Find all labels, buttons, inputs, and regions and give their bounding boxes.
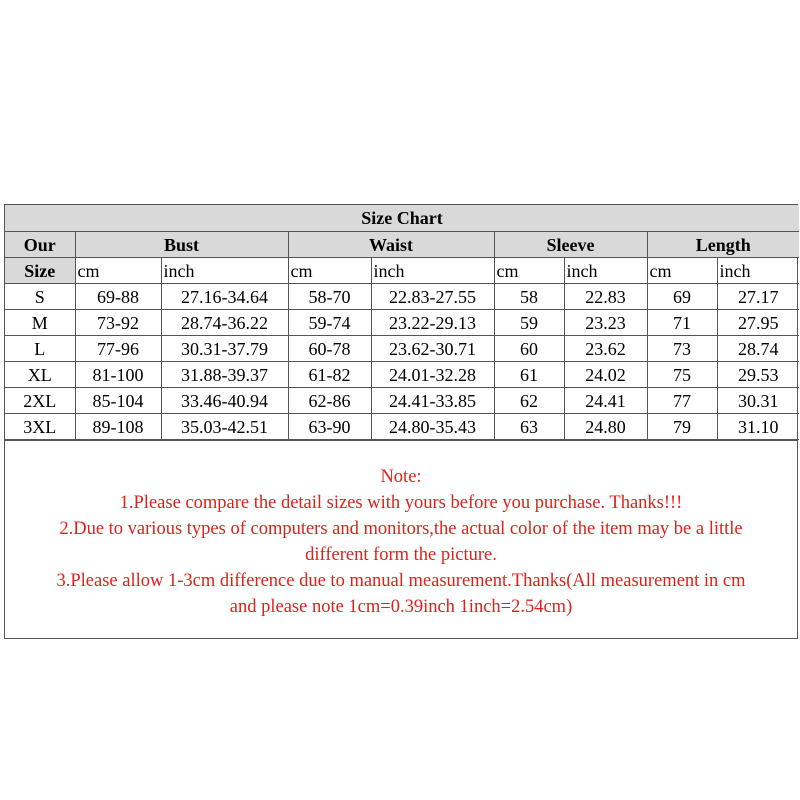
bust-cm-cell: 85-104 — [75, 388, 161, 414]
table-row — [5, 388, 799, 414]
bust-inch-cell: 30.31-37.79 — [161, 336, 288, 362]
group-header-row — [5, 232, 799, 258]
waist-inch-cell: 24.01-32.28 — [371, 362, 494, 388]
size-label: S — [5, 284, 75, 310]
waist-cm-cell: 60-78 — [288, 336, 371, 362]
length-cm-cell: 75 — [647, 362, 717, 388]
length-inch-cell: 30.31 — [717, 388, 799, 414]
note-line-3b: and please note 1cm=0.39inch 1inch=2.54cm) — [229, 597, 573, 617]
sleeve-inch-cell: 23.62 — [564, 336, 647, 362]
sleeve-cm-cell: 58 — [494, 284, 564, 310]
bust-inch-cell: 33.46-40.94 — [161, 388, 288, 414]
bust-inch-cell: 31.88-39.37 — [161, 362, 288, 388]
note-line-2b: different form the picture. — [305, 545, 497, 565]
length-inch-cell: 27.17 — [717, 284, 799, 310]
table-row — [5, 414, 799, 440]
waist-inch-cell: 22.83-27.55 — [371, 284, 494, 310]
sleeve-inch-unit: inch — [564, 258, 647, 284]
sleeve-inch-cell: 24.02 — [564, 362, 647, 388]
table-row — [5, 336, 799, 362]
bust-inch-cell: 28.74-36.22 — [161, 310, 288, 336]
waist-inch-unit: inch — [371, 258, 494, 284]
length-inch-unit: inch — [717, 258, 799, 284]
length-cm-cell: 71 — [647, 310, 717, 336]
sleeve-inch-cell: 24.41 — [564, 388, 647, 414]
length-inch-cell: 31.10 — [717, 414, 799, 440]
table-row — [5, 310, 799, 336]
bust-cm-cell: 77-96 — [75, 336, 161, 362]
waist-inch-cell: 24.41-33.85 — [371, 388, 494, 414]
waist-cm-cell: 59-74 — [288, 310, 371, 336]
sleeve-cm-cell: 63 — [494, 414, 564, 440]
length-inch-cell: 29.53 — [717, 362, 799, 388]
length-cm-cell: 77 — [647, 388, 717, 414]
waist-cm-unit: cm — [288, 258, 371, 284]
table-title: Size Chart — [5, 205, 799, 232]
size-chart — [4, 204, 798, 639]
sleeve-inch-cell: 23.23 — [564, 310, 647, 336]
bust-inch-unit: inch — [161, 258, 288, 284]
length-cm-cell: 73 — [647, 336, 717, 362]
waist-cm-cell: 63-90 — [288, 414, 371, 440]
bust-header: Bust — [75, 232, 288, 258]
bust-cm-cell: 89-108 — [75, 414, 161, 440]
waist-header: Waist — [288, 232, 494, 258]
bust-cm-cell: 81-100 — [75, 362, 161, 388]
waist-inch-cell: 23.62-30.71 — [371, 336, 494, 362]
table-row — [5, 284, 799, 310]
sleeve-inch-cell: 24.80 — [564, 414, 647, 440]
bust-cm-cell: 73-92 — [75, 310, 161, 336]
length-cm-unit: cm — [647, 258, 717, 284]
length-cm-cell: 69 — [647, 284, 717, 310]
note-line-2a: 2.Due to various types of computers and monitors,the actual color of the item may be a little — [59, 519, 743, 539]
sleeve-cm-cell: 59 — [494, 310, 564, 336]
length-inch-cell: 28.74 — [717, 336, 799, 362]
table-row — [5, 362, 799, 388]
bust-inch-cell: 35.03-42.51 — [161, 414, 288, 440]
size-table — [5, 205, 799, 440]
notes-section — [5, 440, 797, 638]
note-line-1: 1.Please compare the detail sizes with yours before you purchase. Thanks!!! — [119, 493, 683, 513]
sleeve-cm-unit: cm — [494, 258, 564, 284]
size-label: M — [5, 310, 75, 336]
sleeve-cm-cell: 60 — [494, 336, 564, 362]
size-header-bottom: Size — [5, 258, 75, 284]
length-header: Length — [647, 232, 799, 258]
length-cm-cell: 79 — [647, 414, 717, 440]
note-line-3a: 3.Please allow 1-3cm difference due to manual measurement.Thanks(All measurement in cm — [56, 571, 746, 591]
bust-cm-unit: cm — [75, 258, 161, 284]
waist-inch-cell: 23.22-29.13 — [371, 310, 494, 336]
size-label: L — [5, 336, 75, 362]
title-row — [5, 205, 799, 232]
waist-inch-cell: 24.80-35.43 — [371, 414, 494, 440]
waist-cm-cell: 62-86 — [288, 388, 371, 414]
length-inch-cell: 27.95 — [717, 310, 799, 336]
size-label: 3XL — [5, 414, 75, 440]
bust-inch-cell: 27.16-34.64 — [161, 284, 288, 310]
sleeve-header: Sleeve — [494, 232, 647, 258]
size-header-top: Our — [5, 232, 75, 258]
sleeve-cm-cell: 62 — [494, 388, 564, 414]
sleeve-cm-cell: 61 — [494, 362, 564, 388]
waist-cm-cell: 58-70 — [288, 284, 371, 310]
bust-cm-cell: 69-88 — [75, 284, 161, 310]
sleeve-inch-cell: 22.83 — [564, 284, 647, 310]
waist-cm-cell: 61-82 — [288, 362, 371, 388]
size-label: 2XL — [5, 388, 75, 414]
size-label: XL — [5, 362, 75, 388]
notes-heading: Note: — [380, 467, 422, 487]
unit-header-row — [5, 258, 799, 284]
